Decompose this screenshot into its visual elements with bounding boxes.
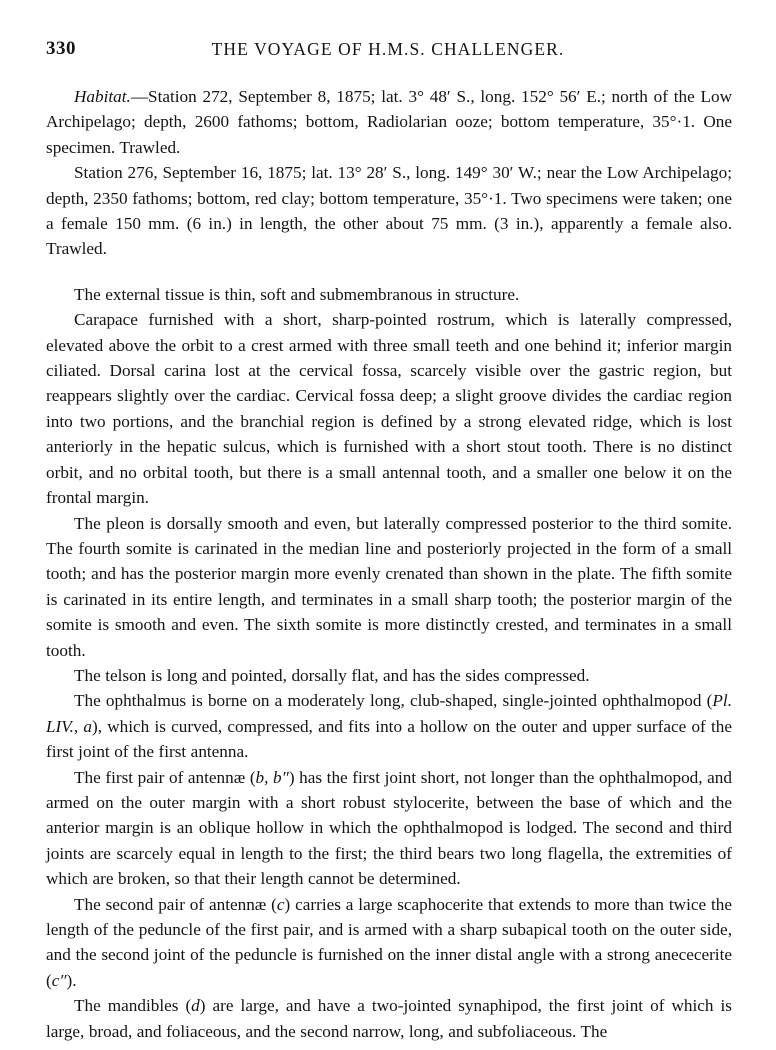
paragraph-first-antennae: The first pair of antennæ (b, b″) has the first joint short, not longer than the ophthalmopod, and armed on the outer margin with a short robust stylocerite, between the base of which and the anterior margin is an oblique hollow in which the ophthalmopod is lodged. The second and third joints are scarcely equal in length to the first; the third bears two long flagella, the extremities of which are broken, so that their length cannot be determined. <box>46 767 732 889</box>
page-header <box>0 38 776 62</box>
paragraph-pleon: The pleon is dorsally smooth and even, but laterally compressed posterior to the third somite. The fourth somite is carinated in the median line and posteriorly projected in the form of a small tooth; and has the posterior margin more evenly crenated than shown in the plate. The fifth somite is carinated in its entire length, and terminates in a small sharp tooth; the posterior margin of the somite is smooth and even. The sixth somite is more distinctly crested, and terminates in a small tooth. <box>46 513 732 660</box>
paragraph-telson: The telson is long and pointed, dorsally flat, and has the sides compressed. <box>74 665 590 685</box>
paragraph-station-276: Station 276, September 16, 1875; lat. 13° 28′ S., long. 149° 30′ W.; near the Low Archipelago; depth, 2350 fathoms; bottom, red clay; bottom temperature, 35°·1. Two specimens were taken; one a female 150 mm. (6 in.) in length, the other about 75 mm. (3 in.), apparently a female also. Trawled. <box>46 163 732 259</box>
page-number: 330 <box>46 38 76 59</box>
paragraph-carapace: Carapace furnished with a short, sharp-pointed rostrum, which is laterally compressed, elevated above the orbit to a crest armed with three small teeth and one behind it; inferior margin ciliated. Dorsal carina lost at the cervical fossa, scarcely visible over the gastric region, but reappears slightly over the cardiac. Cervical fossa deep; a slight groove divides the cardiac region into two portions, and the branchial region is defined by a strong elevated ridge, which is lost anteriorly in the hepatic sulcus, which is furnished with a short stout tooth. There is no distinct orbit, and no orbital tooth, but there is a small antennal tooth, and a smaller one below it on the frontal margin. <box>46 310 732 508</box>
page-body <box>46 84 732 1044</box>
paragraph-habitat: Habitat.—Station 272, September 8, 1875; lat. 3° 48′ S., long. 152° 56′ E.; north of the Low Archipelago; depth, 2600 fathoms; bottom, Radiolarian ooze; bottom temperature, 35°·1. One specimen. Trawled. <box>46 87 732 157</box>
running-title: THE VOYAGE OF H.M.S. CHALLENGER. <box>211 39 565 59</box>
paragraph-spacer <box>46 262 732 282</box>
paragraph-second-antennae: The second pair of antennæ (c) carries a large scaphocerite that extends to more than twice the length of the peduncle of the first pair, and is armed with a sharp subapical tooth on the outer side, and the second joint of the peduncle is furnished on the inner distal angle with a strong anececerite (c″). <box>46 894 732 990</box>
paragraph-ophthalmus: The ophthalmus is borne on a moderately long, club-shaped, single-jointed ophthalmopod (Pl. LIV., a), which is curved, compressed, and fits into a hollow on the outer and upper surface of the first joint of the first antenna. <box>46 691 733 762</box>
paragraph-mandibles: The mandibles (d) are large, and have a two-jointed synaphipod, the first joint of which is large, broad, and foliaceous, and the second narrow, long, and subfoliaceous. The <box>46 996 732 1041</box>
paragraph-external-tissue: The external tissue is thin, soft and submembranous in structure. <box>74 284 520 304</box>
